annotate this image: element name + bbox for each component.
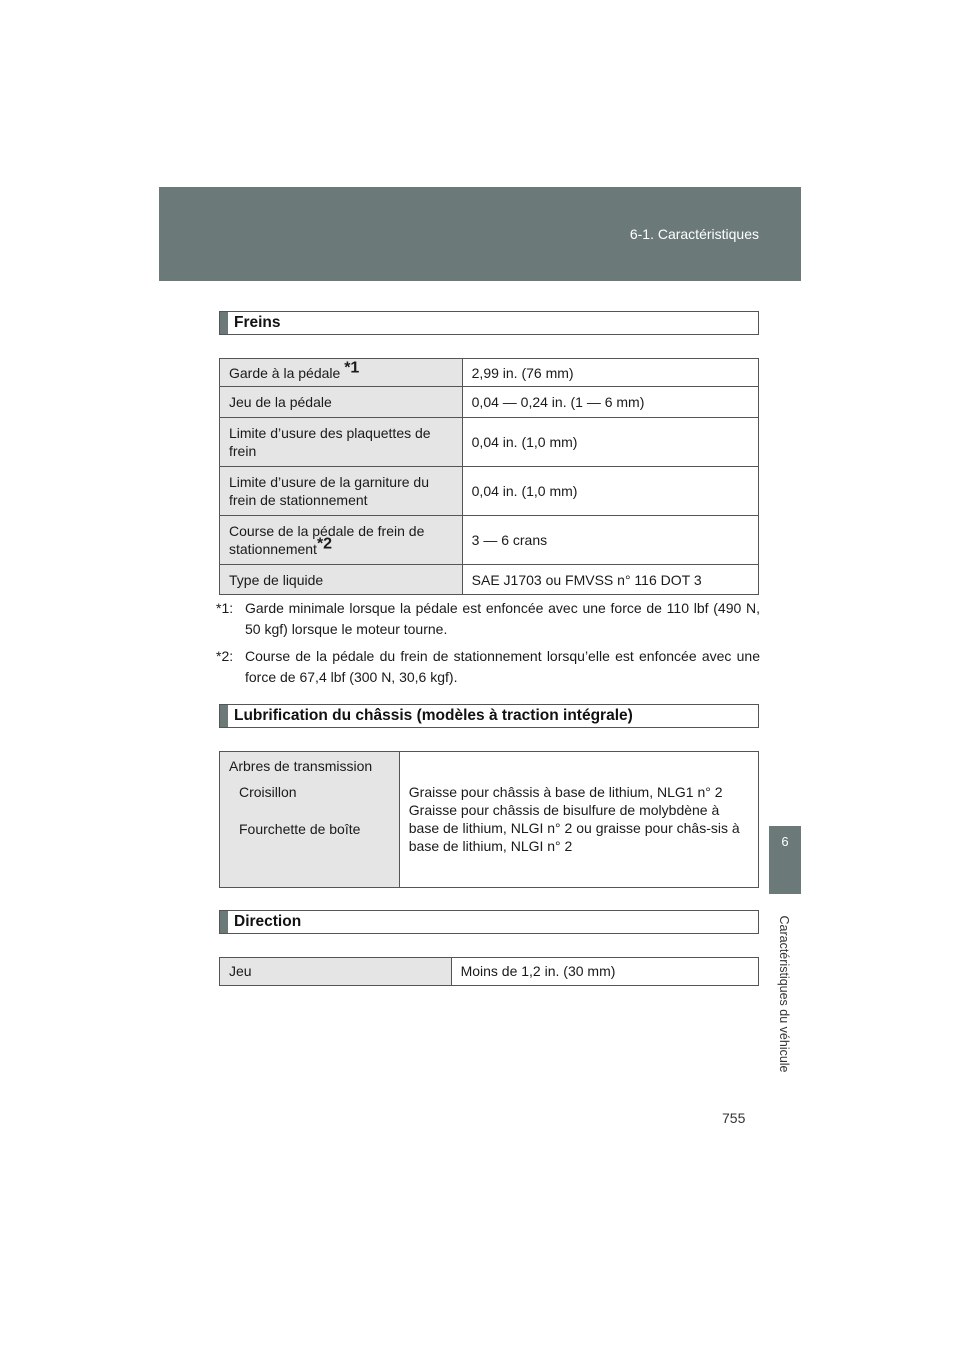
table-key: Jeu [220,958,452,986]
lubrification-table [219,751,759,888]
heading-accent-bar [220,312,228,334]
table-key: Course de la pédale de frein de stationnement$^{*2}$ [220,516,463,565]
footnote-text: Garde minimale lorsque la pédale est enfoncée avec une force de 110 lbf (490 N, 50 kgf) lorsque le moteur tourne. [245,600,760,637]
chapter-side-title [774,896,794,1092]
chapter-title: Caractéristiques du véhicule [777,915,791,1073]
table-key: Jeu de la pédale [220,387,463,418]
table-row [220,418,759,467]
footnote-1 [216,598,760,640]
section-heading-freins [219,311,759,335]
section-title: Freins [234,314,281,331]
group-label: Arbres de transmission [229,758,373,774]
table-value: Moins de 1,2 in. (30 mm) [451,958,758,986]
sub-label: Croisillon [239,784,297,800]
sub-label: Fourchette de boîte [239,821,361,837]
table-row [220,516,759,565]
freins-table [219,358,759,595]
table-key: Garde à la pédale $^{*1}$ [220,359,463,387]
table-row [220,958,759,986]
direction-table [219,957,759,986]
table-value: 3 — 6 crans [462,516,758,565]
table-key: Limite d’usure de la garniture du frein de stationnement [220,467,463,516]
table-value: 0,04 in. (1,0 mm) [462,467,758,516]
value-croisillon: Graisse pour châssis à base de lithium, NLG1 n° 2 [408,784,723,800]
table-key: Limite d’usure des plaquettes de frein [220,418,463,467]
footnote-2 [216,646,760,688]
section-heading-direction [219,910,759,934]
table-value: 0,04 — 0,24 in. (1 — 6 mm) [462,387,758,418]
table-row [220,359,759,387]
section-title: Direction [234,913,302,930]
footnote-text: Course de la pédale du frein de stationnement lorsqu’elle est enfoncée avec une force de 67,4 lbf (300 N, 30,6 kgf). [245,648,760,685]
table-row [220,752,759,888]
table-value: 0,04 in. (1,0 mm) [462,418,758,467]
value-fourchette: Graisse pour châssis de bisulfure de molybdène à base de lithium, NLGI n° 2 ou graisse pour châs-sis à base de lithium, NLGI n° 2 [408,802,740,854]
section-heading-lubrification [219,704,759,728]
table-value [399,752,758,888]
header-section-title: 6-1. Caractéristiques [629,226,759,242]
header-band [159,187,801,281]
heading-accent-bar [220,911,228,933]
table-row [220,467,759,516]
section-title: Lubrification du châssis (modèles à traction intégrale) [234,707,633,724]
table-value: 2,99 in. (76 mm) [462,359,758,387]
table-key [220,752,400,888]
chapter-tab [769,826,801,894]
footnote-mark: *2: [216,648,234,664]
table-row [220,387,759,418]
footnote-mark: *1: [216,600,234,616]
heading-accent-bar [220,705,228,727]
table-key: Type de liquide [220,565,463,595]
table-value: SAE J1703 ou FMVSS n° 116 DOT 3 [462,565,758,595]
chapter-number: 6 [781,834,789,849]
page-number: 755 [722,1110,746,1126]
table-row [220,565,759,595]
